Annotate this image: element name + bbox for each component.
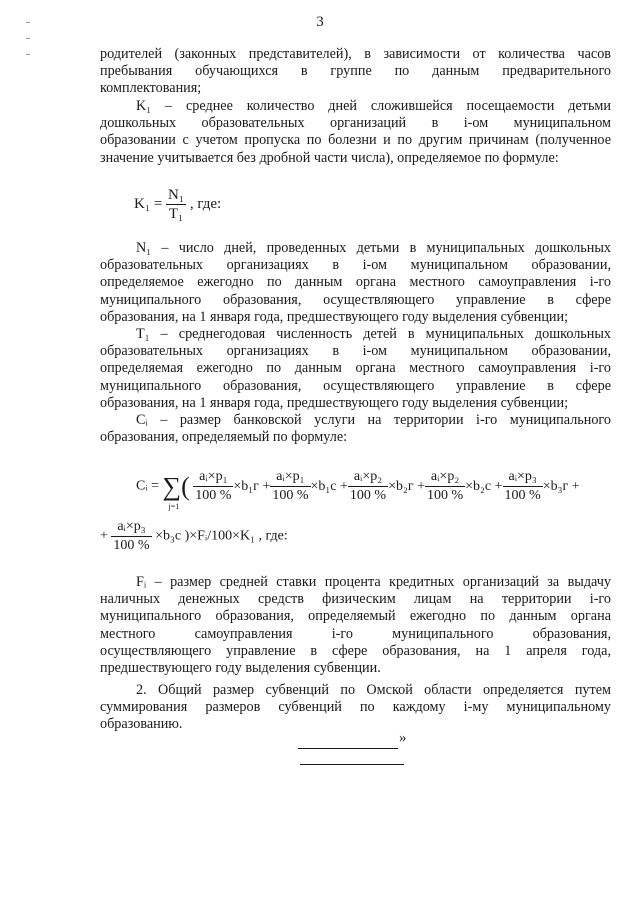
denominator: 100 % bbox=[272, 488, 309, 503]
closing-quote: » bbox=[399, 730, 407, 746]
k1-definition bbox=[100, 98, 611, 167]
denominator: 100 % bbox=[504, 488, 541, 503]
term-multiplier: ×b₂c + bbox=[465, 478, 503, 494]
term-multiplier: ×b₁c + bbox=[310, 478, 348, 494]
text-line: 2. Общий размер субвенций по Омской области определяется путем bbox=[136, 682, 611, 698]
fraction bbox=[166, 186, 186, 223]
text-line: Cᵢ – размер банковской услуги на территории i-го муниципального bbox=[136, 412, 611, 428]
fraction bbox=[503, 468, 543, 505]
numerator: aᵢ×p₁ bbox=[193, 468, 233, 487]
fraction bbox=[270, 468, 310, 505]
text-line: дошкольных образовательных организаций в i-ом муниципальном bbox=[100, 115, 611, 132]
end-rule bbox=[300, 764, 404, 765]
formula-lhs: K₁ = bbox=[134, 195, 163, 212]
text-line: пребывания обучающихся в группе по данным предварительного bbox=[100, 63, 611, 80]
text-line: образования, на 1 января года, предшествующего году выделения субвенции; bbox=[100, 308, 569, 325]
formula-lhs: Cᵢ = bbox=[136, 478, 160, 494]
scan-mark bbox=[26, 38, 30, 39]
text-line: осуществляющего управление в сфере образования, на 1 апреля года, bbox=[100, 642, 611, 659]
text-line: образовательных организациях в i-ом муниципальном образовании, bbox=[100, 343, 611, 360]
numerator: N₁ bbox=[168, 187, 185, 203]
text-line: муниципального образования, осуществляющего управление в сфере bbox=[100, 377, 611, 394]
term-multiplier: ×b₃г + bbox=[542, 478, 580, 494]
fraction bbox=[193, 468, 233, 505]
formula-terms bbox=[193, 469, 580, 503]
intro-paragraph bbox=[100, 46, 611, 98]
numerator: aᵢ×p₃ bbox=[503, 468, 543, 487]
text-line: определяемое ежегодно по данным органа местного самоуправления i-го bbox=[100, 274, 611, 291]
sum-sign bbox=[162, 471, 190, 511]
text-line: родителей (законных представителей), в зависимости от количества часов bbox=[100, 46, 611, 62]
text-line: Fᵢ – размер средней ставки процента кредитных организаций за выдачу bbox=[136, 574, 611, 590]
text-line: суммирования размеров субвенций по каждому i-му муниципальному bbox=[100, 699, 611, 716]
term-multiplier: ×b₁г + bbox=[233, 478, 271, 494]
t1-definition bbox=[100, 326, 611, 412]
denominator: 100 % bbox=[349, 488, 387, 503]
numerator: aᵢ×p₂ bbox=[348, 468, 388, 487]
formula-tail: , где: bbox=[189, 195, 222, 212]
fraction bbox=[425, 468, 465, 505]
point-2-paragraph bbox=[100, 682, 611, 734]
numerator: aᵢ×p₃ bbox=[111, 518, 151, 537]
text-line: K₁ – среднее количество дней сложившейся посещаемости детьми bbox=[136, 98, 611, 114]
text-line: муниципального образования, осуществляющего управление в сфере bbox=[100, 291, 611, 308]
denominator: T₁ bbox=[168, 206, 184, 222]
scan-mark bbox=[26, 22, 30, 23]
text-line: N₁ – число дней, проведенных детьми в муниципальных дошкольных bbox=[136, 240, 611, 256]
text-line: муниципального образования, определяемый ежегодно по данным органа bbox=[100, 608, 611, 625]
fraction bbox=[111, 518, 151, 555]
text-line: образовании с учетом пропуска по болезни и по другим причинам (полученное bbox=[100, 132, 611, 149]
formula-tail: ×b₃c )×Fᵢ/100×K₁ , где: bbox=[155, 528, 288, 544]
scan-mark bbox=[26, 54, 30, 55]
ci-definition bbox=[100, 412, 611, 446]
text-line: значение учитывается без дробной части числа), определяемое по формуле: bbox=[100, 149, 559, 166]
denominator: 100 % bbox=[426, 488, 464, 503]
formula-k1 bbox=[134, 186, 221, 223]
text-line: местного самоуправления i-го муниципального образования, bbox=[100, 625, 611, 642]
text-line: T₁ – среднегодовая численность детей в муниципальных дошкольных bbox=[136, 326, 611, 342]
text-line: образованию. bbox=[100, 716, 183, 733]
formula-prefix: + bbox=[100, 528, 108, 544]
text-line: образовательных организациях в i-ом муниципальном образовании, bbox=[100, 257, 611, 274]
fraction bbox=[348, 468, 388, 505]
text-line: определяемая ежегодно по данным органа местного самоуправления i-го bbox=[100, 360, 611, 377]
sum-symbol: ∑( bbox=[162, 471, 190, 501]
page-number: 3 bbox=[316, 14, 324, 30]
denominator: 100 % bbox=[195, 488, 232, 503]
text-line: образования, на 1 января года, предшествующего году выделения субвенции; bbox=[100, 394, 569, 411]
text-line: образования, определяемый по формуле: bbox=[100, 429, 348, 446]
term-multiplier: ×b₂г + bbox=[388, 478, 425, 494]
denominator: 100 % bbox=[113, 538, 150, 553]
numerator: aᵢ×p₁ bbox=[270, 468, 310, 487]
sum-index: j=1 bbox=[168, 501, 180, 511]
fi-definition bbox=[100, 574, 611, 677]
text-line: предшествующего году выделения субвенции. bbox=[100, 660, 381, 677]
formula-ci-line2 bbox=[100, 518, 288, 555]
closing-underline bbox=[298, 748, 398, 749]
text-line: комплектования; bbox=[100, 80, 202, 97]
text-line: наличных денежных средств физическим лицам на территории i-го bbox=[100, 591, 611, 608]
numerator: aᵢ×p₂ bbox=[425, 468, 465, 487]
formula-ci-line1 bbox=[136, 468, 580, 511]
n1-definition bbox=[100, 240, 611, 326]
